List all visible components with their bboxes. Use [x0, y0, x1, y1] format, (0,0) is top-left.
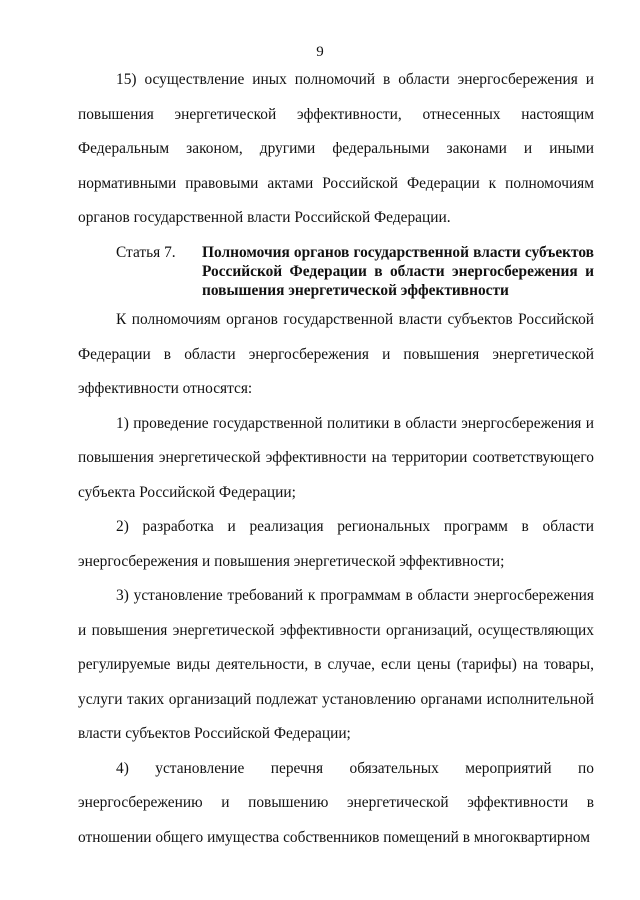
paragraph-item-3: 3) установление требований к программам в области энергосбережения и повышения энергетической эффективности организаций, осуществляющих регулируемые виды деятельности, в случае, если цены (тарифы) на товары, услуги таких организаций подлежат установлению органами исполнительной власти субъектов Российской Федерации; [78, 587, 594, 742]
paragraph-item-2: 2) разработка и реализация региональных программ в области энергосбережения и повышения энергетической эффективности; [78, 518, 594, 570]
article-title: Полномочия органов государственной власти субъектов Российской Федерации в области энергосбережения и повышения энергетической эффективности [202, 244, 594, 299]
page-number: 9 [316, 44, 324, 60]
paragraph-intro: К полномочиям органов государственной власти субъектов Российской Федерации в области энергосбережения и повышения энергетической эффективности относятся: [78, 311, 594, 397]
article-label: Статья 7. [116, 244, 176, 261]
paragraph-item-15: 15) осуществление иных полномочий в области энергосбережения и повышения энергетической эффективности, отнесенных настоящим Федеральным законом, другими федеральными законами и иными нормативными правовыми актами Российской Федерации к полномочиям органов государственной власти Российской Федерации. [78, 71, 594, 226]
paragraph-item-1: 1) проведение государственной политики в области энергосбережения и повышения энергетической эффективности на территории соответствующего субъекта Российской Федерации; [78, 414, 594, 501]
top-text-block [78, 63, 594, 236]
bottom-text-block [78, 303, 594, 855]
paragraph-item-4: 4) установление перечня обязательных мероприятий по энергосбережению и повышению энергетической эффективности в отношении общего имущества собственников помещений в многоквартирном [78, 759, 594, 846]
